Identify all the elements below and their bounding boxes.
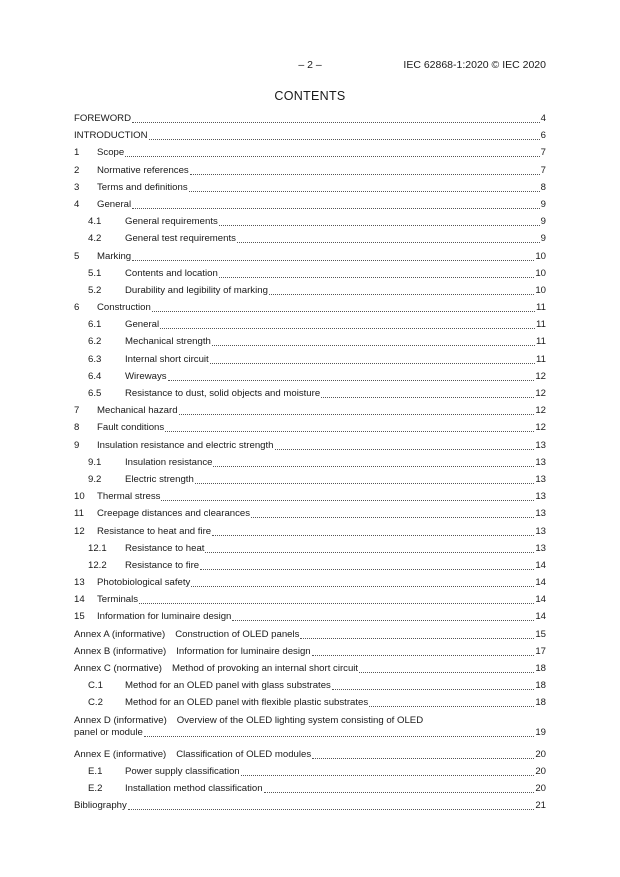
- toc-entry-page: 9: [540, 233, 546, 245]
- toc-entry-title: Information for luminaire design: [176, 645, 311, 657]
- toc-entry-title: Construction: [97, 302, 151, 314]
- toc-entry-title: Thermal stress: [97, 491, 161, 503]
- dot-leader: [275, 439, 535, 450]
- dot-leader: [359, 662, 534, 673]
- toc-entry-number: 6.4: [88, 370, 102, 382]
- toc-entry-number: 9.1: [88, 456, 102, 468]
- toc-entry-number: 12.2: [88, 559, 107, 571]
- page-title: CONTENTS: [274, 89, 346, 103]
- toc-entry-number: 9.2: [88, 473, 102, 485]
- toc-entry-page: 10: [535, 250, 546, 262]
- toc-entry-title: Marking: [97, 250, 132, 262]
- toc-entry[interactable]: [74, 593, 546, 610]
- toc-entry-page: 21: [535, 800, 546, 812]
- toc-entry-page: 12: [535, 422, 546, 434]
- dot-leader: [321, 387, 534, 398]
- toc-entry-page: 13: [535, 439, 546, 451]
- dot-leader: [264, 782, 535, 793]
- dot-leader: [219, 215, 540, 226]
- dot-leader: [210, 353, 535, 364]
- toc-entry[interactable]: [74, 129, 546, 146]
- toc-entry-title: Terminals: [97, 594, 139, 606]
- toc-entry-title: Insulation resistance and electric strength: [97, 439, 274, 451]
- toc-entry[interactable]: [74, 456, 546, 473]
- toc-entry-number: Annex C (normative): [74, 663, 162, 674]
- toc-entry-page: 6: [540, 130, 546, 142]
- toc-entry[interactable]: [74, 164, 546, 181]
- dot-leader: [125, 146, 539, 157]
- dot-leader: [269, 284, 534, 295]
- toc-entry[interactable]: [74, 318, 546, 335]
- dot-leader: [160, 318, 535, 329]
- dot-leader: [165, 421, 534, 432]
- toc-entry-page: 13: [535, 508, 546, 520]
- dot-leader: [139, 593, 534, 604]
- dot-leader: [251, 507, 534, 518]
- toc-entry-page: 12: [535, 370, 546, 382]
- toc-entry-number: 9: [74, 439, 80, 451]
- toc-entry-page: 14: [535, 559, 546, 571]
- table-of-contents: [74, 112, 546, 816]
- toc-entry-number: 12.1: [88, 542, 107, 554]
- toc-entry-page: 10: [535, 284, 546, 296]
- toc-entry-page: 9: [540, 198, 546, 210]
- toc-entry-title: Resistance to heat: [125, 542, 205, 554]
- toc-entry-number: 6.5: [88, 388, 102, 399]
- toc-entry[interactable]: [74, 714, 546, 748]
- toc-entry-title: Bibliography: [74, 800, 127, 812]
- dot-leader: [132, 250, 534, 261]
- toc-entry-page: 12: [535, 388, 546, 399]
- dot-leader: [241, 765, 535, 776]
- dot-leader: [212, 335, 535, 346]
- toc-entry-title: Method for an OLED panel with flexible plastic substrates: [125, 697, 369, 709]
- dot-leader: [212, 525, 534, 536]
- toc-entry-title: Creepage distances and clearances: [97, 508, 251, 520]
- toc-entry-page: 4: [540, 113, 546, 124]
- toc-entry[interactable]: [74, 576, 546, 593]
- toc-entry-number: E.1: [88, 765, 103, 777]
- toc-entry[interactable]: [74, 301, 546, 318]
- toc-entry[interactable]: [74, 542, 546, 559]
- dot-leader: [369, 696, 534, 707]
- toc-entry-title: Mechanical hazard: [97, 405, 178, 417]
- dot-leader: [189, 181, 540, 192]
- toc-entry-page: 14: [535, 611, 546, 623]
- dot-leader: [179, 404, 535, 415]
- toc-entry-title: Resistance to fire: [125, 559, 200, 571]
- toc-entry[interactable]: [74, 507, 546, 524]
- toc-entry-page: 10: [535, 267, 546, 279]
- toc-entry-title: Construction of OLED panels: [175, 628, 300, 640]
- toc-entry-page: 13: [535, 491, 546, 503]
- toc-entry-title: Electric strength: [125, 473, 194, 485]
- toc-entry[interactable]: [74, 628, 546, 645]
- toc-entry-title: Method for an OLED panel with glass substrates: [125, 680, 331, 692]
- toc-entry-number: 4: [74, 198, 80, 210]
- dot-leader: [128, 799, 535, 810]
- dot-leader: [149, 129, 540, 140]
- toc-entry-title: Classification of OLED modules: [176, 748, 312, 760]
- toc-entry-page: 9: [540, 216, 546, 228]
- toc-entry-number: C.2: [88, 697, 103, 709]
- toc-entry-number: E.2: [88, 782, 103, 794]
- toc-entry-title: Photobiological safety: [97, 577, 191, 589]
- toc-entry-number: 11: [74, 508, 84, 520]
- toc-entry-number: 6.3: [88, 353, 102, 365]
- toc-entry[interactable]: [74, 112, 546, 129]
- toc-entry-number: 3: [74, 181, 80, 193]
- toc-entry-page: 14: [535, 577, 546, 589]
- dot-leader: [232, 610, 534, 621]
- dot-leader: [213, 456, 534, 467]
- toc-entry-page: 8: [540, 181, 546, 193]
- toc-entry-title: FOREWORD: [74, 113, 132, 124]
- toc-entry[interactable]: [74, 370, 546, 387]
- toc-entry[interactable]: [74, 610, 546, 627]
- toc-entry[interactable]: [74, 146, 546, 163]
- dot-leader: [312, 645, 535, 656]
- toc-entry-title: Installation method classification: [125, 782, 263, 794]
- toc-entry[interactable]: [74, 198, 546, 215]
- toc-entry[interactable]: [74, 799, 546, 816]
- toc-entry-page: 11: [536, 353, 546, 365]
- toc-entry-number: 5: [74, 250, 80, 262]
- toc-entry-number: 10: [74, 491, 85, 503]
- toc-entry-title: Wireways: [125, 370, 167, 382]
- toc-entry-number: Annex E (informative): [74, 748, 167, 760]
- toc-entry[interactable]: [74, 559, 546, 576]
- toc-entry-number: 4.2: [88, 233, 102, 245]
- toc-entry-title: Internal short circuit: [125, 353, 209, 365]
- toc-entry-number: 15: [74, 611, 85, 623]
- toc-entry-number: Annex D (informative): [74, 714, 167, 726]
- toc-entry-number: Annex B (informative): [74, 645, 167, 657]
- toc-entry[interactable]: [74, 748, 546, 765]
- toc-entry-page: 7: [540, 164, 546, 176]
- dot-leader: [205, 542, 534, 553]
- toc-entry-number: 14: [74, 594, 85, 606]
- toc-entry-title: Scope: [97, 147, 125, 159]
- toc-entry-page: 17: [535, 645, 546, 657]
- toc-entry-title: Resistance to heat and fire: [97, 525, 212, 537]
- toc-entry-number: 6.1: [88, 319, 102, 331]
- toc-entry-page: 20: [535, 782, 546, 794]
- toc-entry[interactable]: [74, 353, 546, 370]
- toc-entry[interactable]: [74, 284, 546, 301]
- toc-entry-title: INTRODUCTION: [74, 130, 148, 142]
- toc-entry-title: Information for luminaire design: [97, 611, 232, 623]
- dot-leader: [132, 198, 540, 209]
- toc-entry-number: 5.1: [88, 267, 102, 279]
- toc-entry-page: 18: [535, 680, 546, 692]
- dot-leader: [237, 232, 540, 243]
- toc-entry-number: Annex A (informative): [74, 628, 166, 640]
- toc-entry-title: Mechanical strength: [125, 336, 211, 348]
- toc-entry-title: Fault conditions: [97, 422, 165, 434]
- dot-leader: [332, 679, 534, 690]
- page-number: – 2 –: [298, 59, 322, 71]
- toc-entry-number: 13: [74, 577, 85, 589]
- dot-leader: [300, 628, 534, 639]
- toc-entry-title-cont: panel or module: [74, 726, 143, 738]
- toc-entry-page: 7: [540, 147, 546, 159]
- toc-entry-page: 11: [536, 336, 546, 348]
- toc-entry-title: Resistance to dust, solid objects and moisture: [125, 388, 321, 399]
- toc-entry-title: Overview of the OLED lighting system consisting of OLED: [176, 714, 424, 726]
- toc-entry-number: 6.2: [88, 336, 102, 348]
- dot-leader: [144, 726, 535, 737]
- toc-entry-page: 18: [535, 663, 546, 674]
- toc-entry-page: 11: [536, 302, 546, 314]
- toc-entry[interactable]: [74, 232, 546, 249]
- dot-leader: [219, 267, 535, 278]
- toc-entry-title: General test requirements: [125, 233, 236, 245]
- toc-entry[interactable]: [74, 662, 546, 679]
- dot-leader: [168, 370, 535, 381]
- toc-entry[interactable]: [74, 490, 546, 507]
- toc-entry-number: 12: [74, 525, 85, 537]
- toc-entry-number: 2: [74, 164, 80, 176]
- standard-id: IEC 62868-1:2020 © IEC 2020: [403, 59, 546, 71]
- toc-entry-page: 12: [535, 405, 546, 417]
- toc-entry-number: 7: [74, 405, 80, 417]
- toc-entry-title: General requirements: [125, 216, 218, 228]
- toc-entry-title: Insulation resistance: [125, 456, 213, 468]
- toc-entry-page: 13: [535, 542, 546, 554]
- toc-entry[interactable]: [74, 525, 546, 542]
- toc-entry[interactable]: [74, 335, 546, 352]
- toc-entry[interactable]: [74, 215, 546, 232]
- toc-entry-title: Durability and legibility of marking: [125, 284, 268, 296]
- dot-leader: [161, 490, 534, 501]
- toc-entry[interactable]: [74, 250, 546, 267]
- toc-entry-number: 8: [74, 422, 80, 434]
- toc-entry-number: C.1: [88, 680, 103, 692]
- toc-entry[interactable]: [74, 765, 546, 782]
- dot-leader: [190, 164, 540, 175]
- toc-entry-number: 1: [74, 147, 80, 159]
- toc-entry-title: Normative references: [97, 164, 189, 176]
- dot-leader: [152, 301, 535, 312]
- toc-entry[interactable]: [74, 679, 546, 696]
- toc-entry-title: General: [97, 198, 132, 210]
- toc-entry-page: 11: [536, 319, 546, 331]
- toc-entry[interactable]: [74, 267, 546, 284]
- toc-entry-page: 20: [535, 765, 546, 777]
- toc-entry-number: 5.2: [88, 284, 102, 296]
- toc-entry-page: 14: [535, 594, 546, 606]
- toc-entry[interactable]: [74, 782, 546, 799]
- toc-entry[interactable]: [74, 696, 546, 713]
- toc-entry-page: 19: [535, 726, 546, 738]
- toc-entry[interactable]: [74, 387, 546, 404]
- toc-entry-page: 13: [535, 525, 546, 537]
- dot-leader: [200, 559, 534, 570]
- toc-entry-number: 4.1: [88, 216, 102, 228]
- dot-leader: [191, 576, 534, 587]
- toc-entry-page: 13: [535, 456, 546, 468]
- toc-entry-title: Contents and location: [125, 267, 218, 279]
- page-header: [0, 59, 620, 73]
- toc-entry[interactable]: [74, 439, 546, 456]
- toc-entry-number: 6: [74, 302, 80, 314]
- toc-entry-title: Terms and definitions: [97, 181, 188, 193]
- dot-leader: [195, 473, 535, 484]
- toc-entry-page: 15: [535, 628, 546, 640]
- dot-leader: [132, 112, 540, 123]
- toc-entry-page: 20: [535, 748, 546, 760]
- toc-entry[interactable]: [74, 421, 546, 438]
- dot-leader: [312, 748, 534, 759]
- toc-entry[interactable]: [74, 645, 546, 662]
- toc-entry[interactable]: [74, 473, 546, 490]
- toc-entry-page: 13: [535, 473, 546, 485]
- toc-entry[interactable]: [74, 181, 546, 198]
- toc-entry-title: General: [125, 319, 160, 331]
- toc-entry[interactable]: [74, 404, 546, 421]
- toc-entry-page: 18: [535, 697, 546, 709]
- toc-entry-title: Method of provoking an internal short circuit: [171, 663, 359, 674]
- toc-entry-title: Power supply classification: [125, 765, 240, 777]
